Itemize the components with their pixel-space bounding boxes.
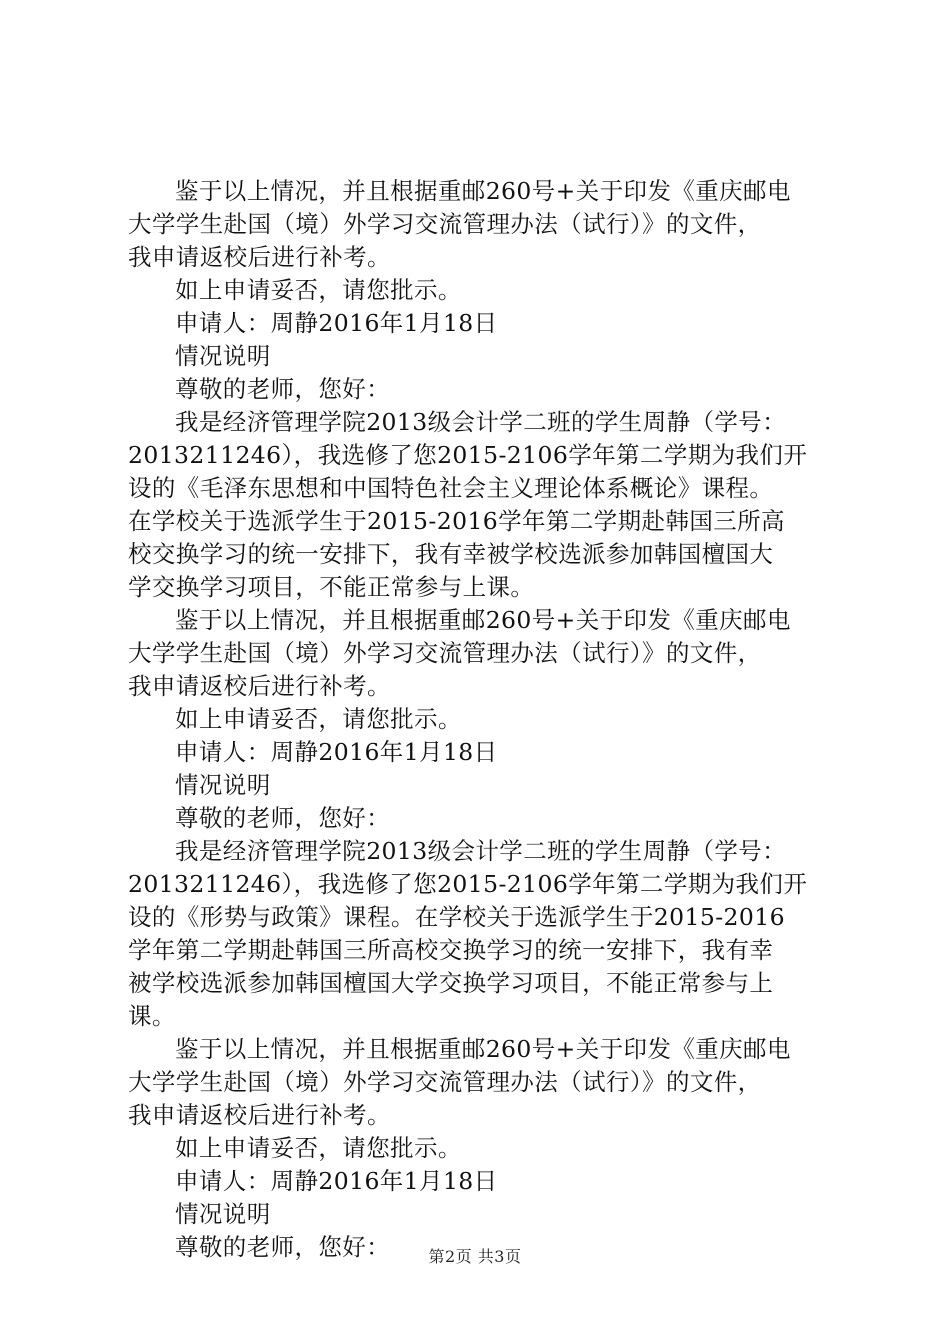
- text-line: 在学校关于选派学生于2015-2016学年第二学期赴韩国三所高: [128, 507, 785, 535]
- text-line: 2013211246），我选修了您2015-2106学年第二学期为我们开: [128, 870, 808, 898]
- text-line: 学交换学习项目，不能正常参与上课。: [128, 573, 535, 601]
- text-line: 我申请返校后进行补考。: [128, 243, 391, 271]
- text-line: 尊敬的老师，您好：: [175, 1233, 391, 1261]
- text-line: 设的《形势与政策》课程。在学校关于选派学生于2015-2016: [128, 903, 785, 931]
- text-line: 学年第二学期赴韩国三所高校交换学习的统一安排下，我有幸: [128, 936, 774, 964]
- text-line: 申请人：周静2016年1月18日: [175, 738, 498, 766]
- text-line: 如上申请妥否，请您批示。: [175, 705, 462, 733]
- text-line: 如上申请妥否，请您批示。: [175, 276, 462, 304]
- text-line: 大学学生赴国（境）外学习交流管理办法（试行）》的文件，: [128, 1068, 762, 1096]
- text-line: 我申请返校后进行补考。: [128, 1101, 391, 1129]
- text-line: 设的《毛泽东思想和中国特色社会主义理论体系概论》课程。: [128, 474, 774, 502]
- text-line: 情况说明: [175, 1200, 271, 1228]
- text-line: 大学学生赴国（境）外学习交流管理办法（试行）》的文件，: [128, 639, 762, 667]
- text-line: 我是经济管理学院2013级会计学二班的学生周静（学号：: [175, 408, 787, 436]
- text-line: 鉴于以上情况，并且根据重邮260号+关于印发《重庆邮电: [175, 177, 791, 205]
- text-line: 情况说明: [175, 342, 271, 370]
- text-line: 我是经济管理学院2013级会计学二班的学生周静（学号：: [175, 837, 787, 865]
- text-line: 校交换学习的统一安排下，我有幸被学校选派参加韩国檀国大: [128, 540, 774, 568]
- text-line: 如上申请妥否，请您批示。: [175, 1134, 462, 1162]
- document-body: [128, 175, 832, 1264]
- text-line: 被学校选派参加韩国檀国大学交换学习项目，不能正常参与上: [128, 969, 774, 997]
- text-line: 申请人：周静2016年1月18日: [175, 309, 498, 337]
- text-line: 鉴于以上情况，并且根据重邮260号+关于印发《重庆邮电: [175, 1035, 791, 1063]
- text-line: 我申请返校后进行补考。: [128, 672, 391, 700]
- text-line: 情况说明: [175, 771, 271, 799]
- text-line: 申请人：周静2016年1月18日: [175, 1167, 498, 1195]
- text-line: 鉴于以上情况，并且根据重邮260号+关于印发《重庆邮电: [175, 606, 791, 634]
- text-line: 2013211246），我选修了您2015-2106学年第二学期为我们开: [128, 441, 808, 469]
- text-line: 尊敬的老师，您好：: [175, 375, 391, 403]
- text-line: 课。: [128, 1002, 176, 1030]
- text-line: 尊敬的老师，您好：: [175, 804, 391, 832]
- text-line: 大学学生赴国（境）外学习交流管理办法（试行）》的文件，: [128, 210, 762, 238]
- page-footer: 第2页 共3页: [428, 1247, 522, 1266]
